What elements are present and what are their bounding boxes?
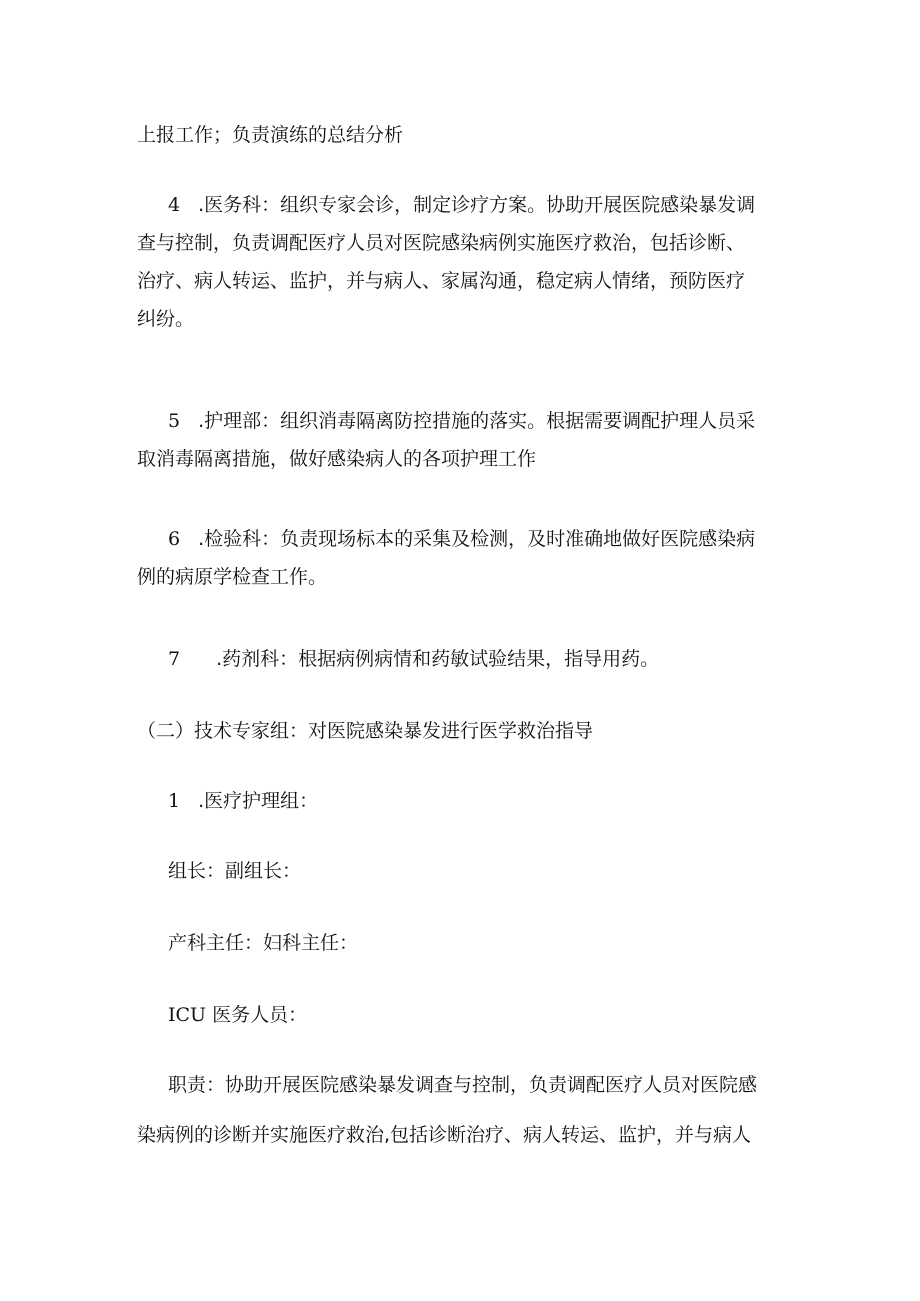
- item-text: .药剂科：根据病例病情和药敏试验结果，指导用药。: [216, 648, 660, 670]
- text-line: 查与控制，负责调配医疗人员对医院感染病例实施医疗救治，包括诊断、: [137, 232, 746, 254]
- text-line: 取消毒隔离措施，做好感染病人的各项护理工作: [137, 448, 537, 470]
- paragraph-nursing-dept: [168, 402, 798, 440]
- paragraph-duties-cont: [137, 1116, 797, 1154]
- text-line: 职责：协助开展医院感染暴发调查与控制，负责调配医疗人员对医院感: [168, 1074, 758, 1096]
- paragraph-expert-group-heading: [137, 712, 797, 750]
- text-line: [168, 520, 798, 558]
- item-number: 7: [168, 648, 181, 670]
- paragraph-laboratory-cont: [137, 558, 797, 596]
- item-text: 医务人员：: [212, 1004, 308, 1026]
- icu-label: ICU: [168, 1004, 207, 1026]
- text-line: [168, 996, 798, 1034]
- paragraph-medical-affairs: [168, 186, 798, 224]
- section-heading: （二）技术专家组：对医院感染暴发进行医学救治指导: [137, 720, 594, 742]
- paragraph-laboratory: [168, 520, 798, 558]
- paragraph-medical-nursing-group: [168, 782, 798, 820]
- item-text: .检验科：负责现场标本的采集及检测，及时准确地做好医院感染病: [198, 528, 756, 550]
- paragraph-pharmacy: [168, 640, 798, 678]
- item-text: .护理部：组织消毒隔离防控措施的落实。根据需要调配护理人员采: [198, 410, 756, 432]
- text-line: 染病例的诊断并实施医疗救治,包括诊断治疗、病人转运、监护，并与病人: [137, 1124, 752, 1146]
- text-line: [168, 186, 798, 224]
- text-line: [168, 640, 798, 678]
- text-line: 产科主任：妇科主任：: [168, 932, 359, 954]
- item-number: 6: [168, 528, 181, 550]
- text-line: 上报工作；负责演练的总结分析: [137, 124, 404, 146]
- text-line: 例的病原学检查工作。: [137, 566, 328, 588]
- paragraph-icu-staff: [168, 996, 798, 1034]
- paragraph-duties: [168, 1066, 798, 1104]
- item-number: 5: [168, 410, 181, 432]
- text-line: 治疗、病人转运、监护，并与病人、家属沟通，稳定病人情绪，预防医疗: [137, 270, 746, 292]
- text-line: [168, 782, 798, 820]
- text-line: [168, 402, 798, 440]
- item-text: .医务科：组织专家会诊，制定诊疗方案。协助开展医院感染暴发调: [198, 194, 756, 216]
- item-number: 1: [168, 790, 181, 812]
- item-number: 4: [168, 194, 181, 216]
- paragraph-group-leader: [168, 852, 798, 890]
- paragraph-nursing-dept-cont: [137, 440, 797, 478]
- text-line: 组长：副组长：: [168, 860, 302, 882]
- paragraph-report-summary: [137, 116, 797, 154]
- paragraph-department-heads: [168, 924, 798, 962]
- paragraph-medical-affairs-cont: [137, 224, 797, 338]
- text-line: 纠纷。: [137, 308, 195, 330]
- item-text: .医疗护理组：: [198, 790, 319, 812]
